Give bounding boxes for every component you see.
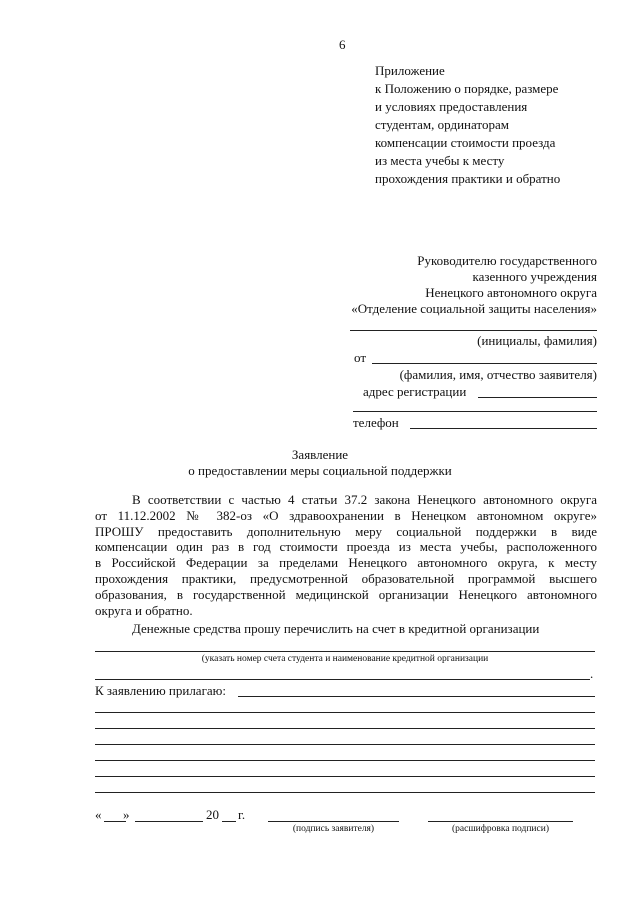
account-line[interactable] <box>95 651 595 652</box>
signature-hint: (подпись заявителя) <box>292 824 375 834</box>
attachments-line[interactable] <box>95 728 595 729</box>
signature-decoding-line[interactable] <box>428 821 573 822</box>
attachments-line[interactable] <box>95 776 595 777</box>
transfer-request: Денежные средства прошу перечислить на счет в кредитной организации <box>132 621 540 636</box>
account-line-2[interactable] <box>95 679 590 680</box>
date-open-quote: « <box>95 807 102 822</box>
initials-hint: (инициалы, фамилия) <box>477 333 597 348</box>
signature-decoding-hint: (расшифровка подписи) <box>452 824 549 834</box>
statement-line: прохождения практики, предусмотренной образовательной программой высшего <box>95 570 597 586</box>
applicant-name-line[interactable] <box>372 363 597 364</box>
attachments-line[interactable] <box>95 744 595 745</box>
addressee-line: Руководителю государственного <box>417 253 597 268</box>
appendix-line: и условиях предоставления <box>375 99 528 114</box>
phone-line[interactable] <box>410 428 597 429</box>
appendix-line: компенсации стоимости проезда <box>375 135 556 150</box>
registration-line-2[interactable] <box>353 411 597 412</box>
addressee-line: «Отделение социальной защиты населения» <box>351 301 597 316</box>
appendix-block <box>375 62 560 188</box>
statement-line: ПРОШУ предоставить дополнительную меру социальной поддержки в виде <box>95 523 597 539</box>
statement-line: образования, в государственной медицинской организации Ненецкого автономного <box>95 586 597 602</box>
appendix-line: прохождения практики и обратно <box>375 171 561 186</box>
signature-line[interactable] <box>268 821 399 822</box>
appendix-line: из места учебы к месту <box>375 153 505 168</box>
year-prefix: 20 <box>206 807 219 822</box>
year-suffix: г. <box>238 807 246 822</box>
appendix-line: Приложение <box>375 63 445 78</box>
document-title: Заявление <box>291 447 349 462</box>
date-month-line[interactable] <box>135 821 203 822</box>
applicant-hint: (фамилия, имя, отчество заявителя) <box>399 367 597 382</box>
document-subtitle: о предоставлении меры социальной поддержки <box>188 463 452 478</box>
statement-line: в Российской Федерации за пределами Ненецкого автономного округа, к месту <box>95 555 597 571</box>
attachments-line[interactable] <box>238 696 595 697</box>
addressee-line: казенного учреждения <box>472 269 597 284</box>
phone-label: телефон <box>353 415 399 430</box>
statement-line: округа и обратно. <box>95 602 193 618</box>
account-period: . <box>590 666 594 681</box>
statement-paragraph <box>95 492 597 618</box>
appendix-line: студентам, ординаторам <box>375 117 509 132</box>
addressee-line: Ненецкого автономного округа <box>425 285 597 300</box>
date-year-line[interactable] <box>222 821 236 822</box>
registration-label: адрес регистрации <box>363 384 467 399</box>
date-close-quote: » <box>123 807 130 822</box>
addressee-block <box>351 253 597 317</box>
from-label: от <box>354 350 367 365</box>
attachments-line[interactable] <box>95 792 595 793</box>
attachments-line[interactable] <box>95 760 595 761</box>
page-number: 6 <box>339 37 346 52</box>
statement-line: компенсации один раз в год стоимости проезда из места учебы, расположенного <box>95 539 597 555</box>
appendix-line: к Положению о порядке, размере <box>375 81 559 96</box>
statement-line: от 11.12.2002 № 382-оз «О здравоохранении в Ненецком автономном округе» <box>95 507 597 523</box>
statement-line: В соответствии с частью 4 статьи 37.2 закона Ненецкого автономного округа <box>132 492 597 507</box>
attachments-line[interactable] <box>95 712 595 713</box>
registration-line[interactable] <box>478 397 597 398</box>
attachments-label: К заявлению прилагаю: <box>95 683 227 698</box>
account-hint: (указать номер счета студента и наименование кредитной организации <box>201 654 489 664</box>
recipient-name-line[interactable] <box>350 330 597 331</box>
